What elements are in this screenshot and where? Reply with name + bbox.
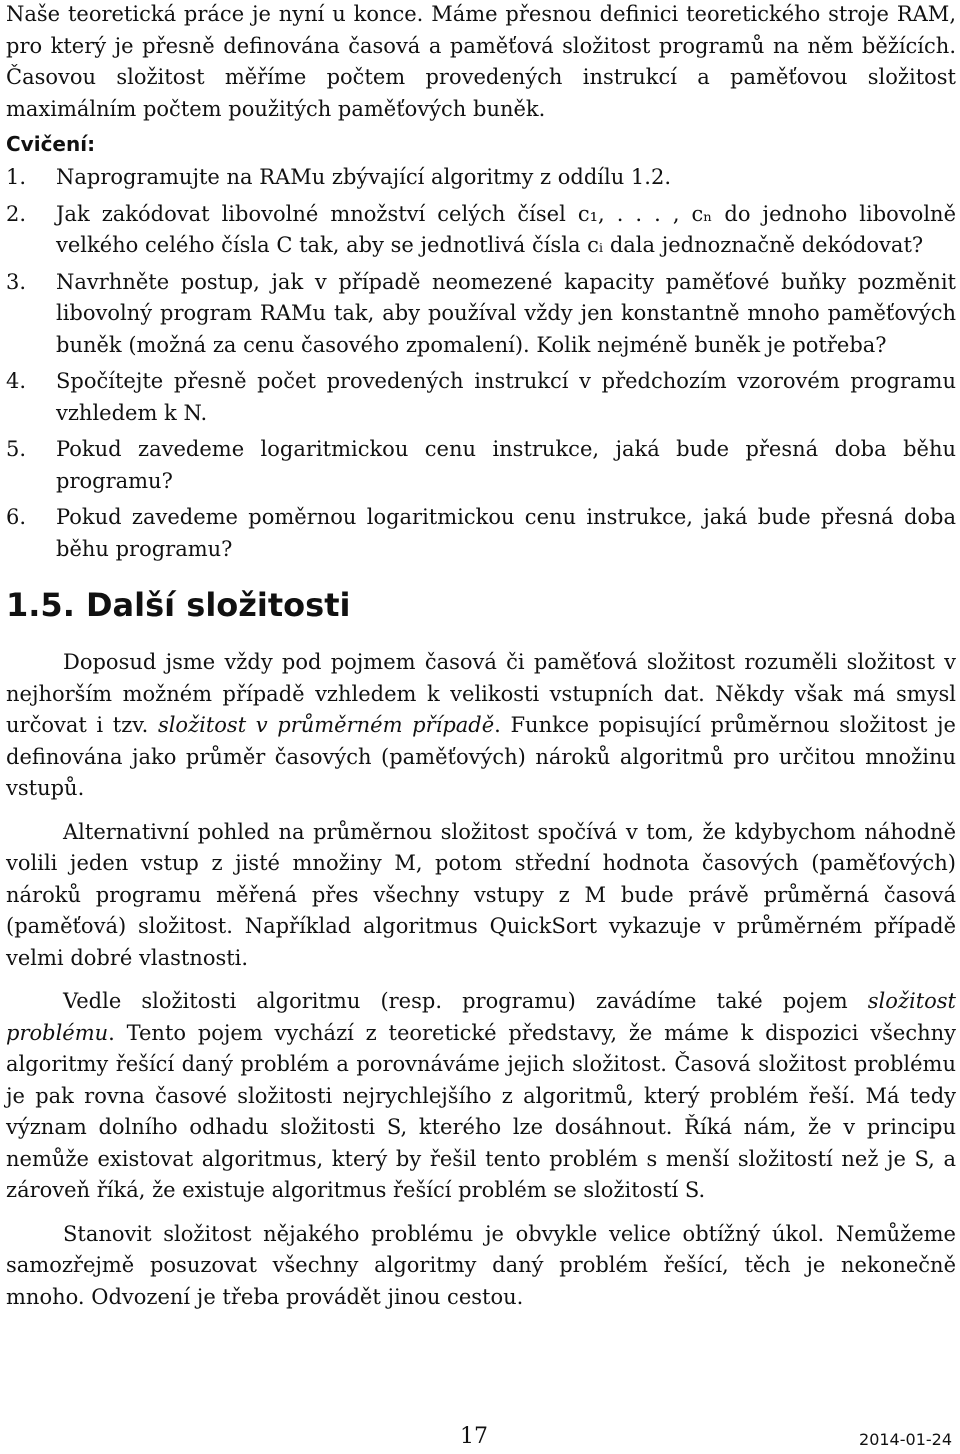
emphasis-term: složitost problému (6, 989, 956, 1045)
exercise-number: 1. (6, 165, 27, 189)
paragraph-text: . Funkce popisující průměrnou složitost je definována jako průměr časových (paměťových) nároků algoritmů pro určitou množinu vstupů. (6, 713, 956, 800)
exercise-item (6, 199, 956, 262)
page-date: 2014-01-24 (859, 1430, 952, 1449)
paragraph-determining-complexity: Stanovit složitost nějakého problému je obvykle velice obtížný úkol. Nemůžeme samozřejmě posuzovat všechny algoritmy daný problém řešící, těch je nekonečně mnoho. Odvození je třeba provádět jinou cestou. (6, 1221, 956, 1309)
exercise-list (6, 162, 956, 565)
exercise-text: Jak zakódovat libovolné množství celých čísel c₁, . . . , cₙ do jednoho libovolně velkého celého čísla C tak, aby se jednotlivá čísla cᵢ dala jednoznačně dekódovat? (56, 201, 956, 257)
paragraph-average-complexity (6, 647, 956, 805)
exercise-text: Pokud zavedeme poměrnou logaritmickou cenu instrukce, jaká bude přesná doba běhu programu? (56, 505, 956, 561)
exercise-text: Naprogramujte na RAMu zbývající algoritmy z oddílu 1.2. (56, 165, 671, 189)
page-number: 17 (460, 1424, 488, 1449)
paragraph-text: Doposud jsme vždy pod pojmem časová či paměťová složitost rozuměli složitost v nejhorším možném případě vzhledem k velikosti vstupních dat. Někdy však má smysl určovat i tzv. (6, 650, 956, 737)
exercise-number: 2. (6, 201, 27, 226)
exercise-text: Pokud zavedeme logaritmickou cenu instrukce, jaká bude přesná doba běhu programu? (56, 437, 956, 493)
document-page (6, 0, 956, 1313)
paragraph-text: Vedle složitosti algoritmu (resp. programu) zavádíme také pojem (63, 989, 868, 1013)
exercise-item (6, 434, 956, 497)
exercise-item (6, 267, 956, 362)
exercise-item (6, 162, 956, 194)
emphasis-term: složitost v průměrném případě (157, 713, 495, 737)
exercise-number: 5. (6, 437, 27, 461)
exercises-title: Cvičení: (6, 132, 96, 156)
paragraph-text: . Tento pojem vychází z teoretické představy, že máme k dispozici všechny algoritmy řešící daný problém a porovnáváme jejich složitost. Časová složitost problému je pak rovna časové složitosti nejrychlejšího z algoritmů, který problém řeší. Má tedy význam dolního odhadu složitosti S, kterého lze dosáhnout. Říká nám, že v principu nemůže existovat algoritmus, který by řešil tento problém s menší složitostí než je S, a zároveň říká, že existuje algoritmus řešící problém se složitostí S. (6, 1020, 956, 1202)
intro-paragraph: Naše teoretická práce je nyní u konce. Máme přesnou definici teoretického stroje RAM, pro který je přesně definována časová a paměťová složitost programů na něm běžících. Časovou složitost měříme počtem provedených instrukcí a paměťovou složitost maximálním počtem použitých paměťových buněk. (6, 2, 956, 121)
section-heading: 1.5. Další složitosti (6, 586, 351, 624)
exercise-item (6, 502, 956, 565)
exercise-number: 4. (6, 369, 27, 393)
exercise-number: 6. (6, 505, 27, 529)
exercise-number: 3. (6, 269, 27, 294)
exercise-text: Spočítejte přesně počet provedených instrukcí v předchozím vzorovém programu vzhledem k N. (56, 369, 956, 425)
exercise-item (6, 366, 956, 429)
exercise-text: Navrhněte postup, jak v případě neomezené kapacity paměťové buňky pozměnit libovolný program RAMu tak, aby používal vždy jen konstantně mnoho paměťových buněk (možná za cenu časového zpomalení). Kolik nejméně buněk je potřeba? (56, 269, 956, 357)
paragraph-problem-complexity (6, 986, 956, 1207)
paragraph-alternative-view: Alternativní pohled na průměrnou složitost spočívá v tom, že kdybychom náhodně volili jeden vstup z jisté množiny M, potom střední hodnota časových (paměťových) nároků programu měřená přes všechny vstupy z M bude právě průměrná časová (paměťová) složitost. Například algoritmus QuickSort vykazuje v průměrném případě velmi dobré vlastnosti. (6, 819, 956, 970)
